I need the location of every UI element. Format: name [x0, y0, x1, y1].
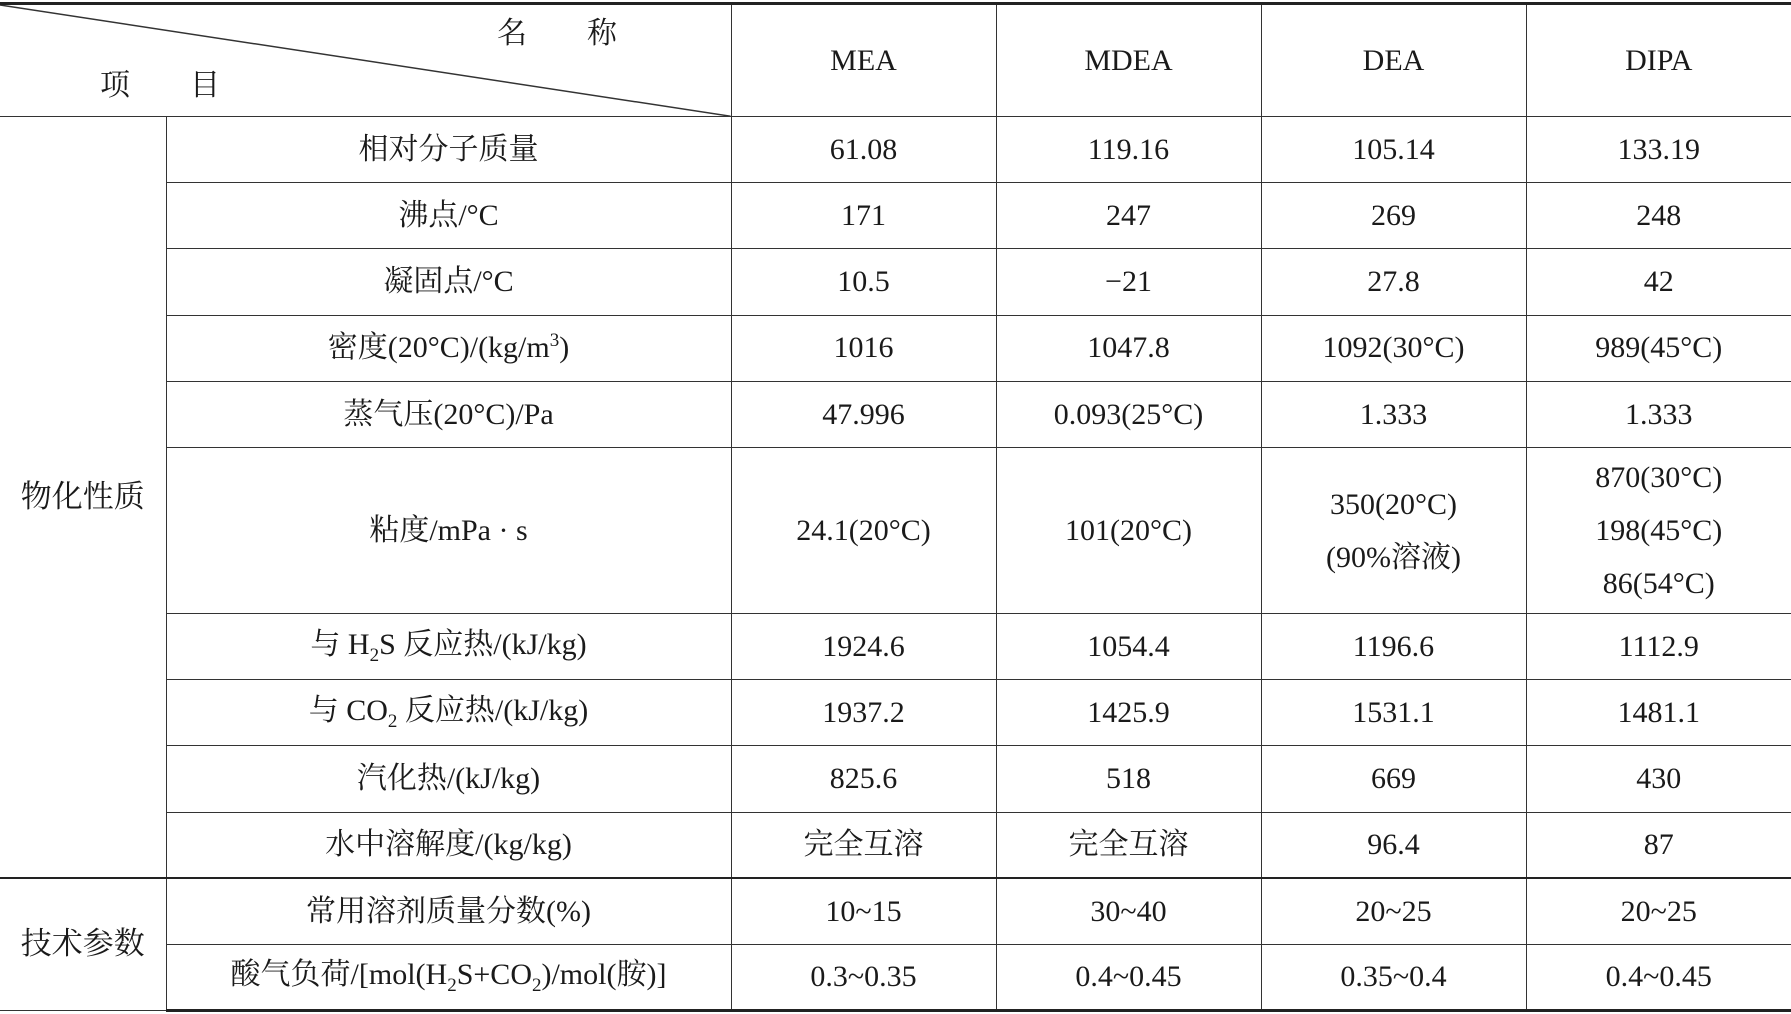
- cell-dipa: 0.4~0.45: [1526, 944, 1791, 1010]
- col-header-dipa: DIPA: [1526, 4, 1791, 117]
- row-label: 与 $CO_2$ 反应热/(kJ/kg): [166, 680, 731, 746]
- table-row: [0, 680, 1791, 746]
- cell-mea: 完全互溶: [731, 812, 996, 878]
- cell-dea: 20~25: [1261, 878, 1526, 944]
- cell-mdea: 1047.8: [996, 315, 1261, 381]
- table-row: [0, 315, 1791, 381]
- cell-dea: 669: [1261, 746, 1526, 812]
- cell-dea: 1092(30°C): [1261, 315, 1526, 381]
- col-header-mea: MEA: [731, 4, 996, 117]
- table-row: [0, 878, 1791, 944]
- row-label: 酸气负荷$/[mol(H_2S+CO_2)/mol$(胺)]: [166, 944, 731, 1010]
- table-row: [0, 944, 1791, 1010]
- table-row: [0, 117, 1791, 183]
- cell-dea: 27.8: [1261, 249, 1526, 315]
- cell-dea: 1531.1: [1261, 680, 1526, 746]
- row-label: 常用溶剂质量分数(%): [166, 878, 731, 944]
- cell-mdea: 0.4~0.45: [996, 944, 1261, 1010]
- cell-dipa: 430: [1526, 746, 1791, 812]
- cell-mea: 0.3~0.35: [731, 944, 996, 1010]
- cell-dea: 269: [1261, 183, 1526, 249]
- row-label: 水中溶解度/(kg/kg): [166, 812, 731, 878]
- row-label: 蒸气压(20°C)/Pa: [166, 381, 731, 447]
- row-label: 密度$(20^\circ C)/(kg/m^3)$: [166, 315, 731, 381]
- category-physchem: 物化性质: [0, 117, 166, 878]
- cell-mdea: 247: [996, 183, 1261, 249]
- row-label: 凝固点/°C: [166, 249, 731, 315]
- cell-mea: 24.1(20°C): [731, 447, 996, 613]
- corner-header-cell: [0, 4, 731, 117]
- cell-mdea: 完全互溶: [996, 812, 1261, 878]
- row-label: 汽化热/(kJ/kg): [166, 746, 731, 812]
- table-row: [0, 381, 1791, 447]
- cell-dipa: 20~25: [1526, 878, 1791, 944]
- cell-dipa: 1.333: [1526, 381, 1791, 447]
- cell-dea: 105.14: [1261, 117, 1526, 183]
- row-label: 粘度/mPa · s: [166, 447, 731, 613]
- row-label: 相对分子质量: [166, 117, 731, 183]
- cell-mea: 1016: [731, 315, 996, 381]
- cell-dipa: 1112.9: [1526, 614, 1791, 680]
- table-row: [0, 183, 1791, 249]
- cell-mea: 171: [731, 183, 996, 249]
- cell-mdea: 101(20°C): [996, 447, 1261, 613]
- name-label: 名 称: [497, 17, 617, 50]
- cell-mdea: 1054.4: [996, 614, 1261, 680]
- cell-dea: 350(20°C) (90%溶液): [1261, 447, 1526, 613]
- cell-dea: 1196.6: [1261, 614, 1526, 680]
- col-header-dea: DEA: [1261, 4, 1526, 117]
- row-label: 沸点/°C: [166, 183, 731, 249]
- amine-properties-table: [0, 2, 1791, 1012]
- cell-mea: 47.996: [731, 381, 996, 447]
- cell-mdea: 0.093(25°C): [996, 381, 1261, 447]
- table-row: [0, 447, 1791, 613]
- header-row: [0, 4, 1791, 117]
- cell-mdea: 30~40: [996, 878, 1261, 944]
- table-row: [0, 746, 1791, 812]
- cell-mea: 61.08: [731, 117, 996, 183]
- cell-dipa: 870(30°C) 198(45°C) 86(54°C): [1526, 447, 1791, 613]
- cell-mea: 10.5: [731, 249, 996, 315]
- cell-dea: 0.35~0.4: [1261, 944, 1526, 1010]
- col-header-mdea: MDEA: [996, 4, 1261, 117]
- cell-mdea: −21: [996, 249, 1261, 315]
- cell-dipa: 87: [1526, 812, 1791, 878]
- cell-mdea: 1425.9: [996, 680, 1261, 746]
- cell-dipa: 989(45°C): [1526, 315, 1791, 381]
- item-label: 项 目: [100, 69, 220, 102]
- cell-dipa: 1481.1: [1526, 680, 1791, 746]
- cell-dea: 1.333: [1261, 381, 1526, 447]
- cell-dipa: 248: [1526, 183, 1791, 249]
- cell-mea: 10~15: [731, 878, 996, 944]
- cell-dipa: 42: [1526, 249, 1791, 315]
- table-row: [0, 249, 1791, 315]
- cell-mea: 825.6: [731, 746, 996, 812]
- cell-mdea: 119.16: [996, 117, 1261, 183]
- cell-dea: 96.4: [1261, 812, 1526, 878]
- cell-mea: 1924.6: [731, 614, 996, 680]
- cell-mea: 1937.2: [731, 680, 996, 746]
- category-tech: 技术参数: [0, 878, 166, 1010]
- cell-dipa: 133.19: [1526, 117, 1791, 183]
- table-row: [0, 614, 1791, 680]
- row-label: 与 $H_2S$ 反应热/(kJ/kg): [166, 614, 731, 680]
- cell-mdea: 518: [996, 746, 1261, 812]
- table-row: [0, 812, 1791, 878]
